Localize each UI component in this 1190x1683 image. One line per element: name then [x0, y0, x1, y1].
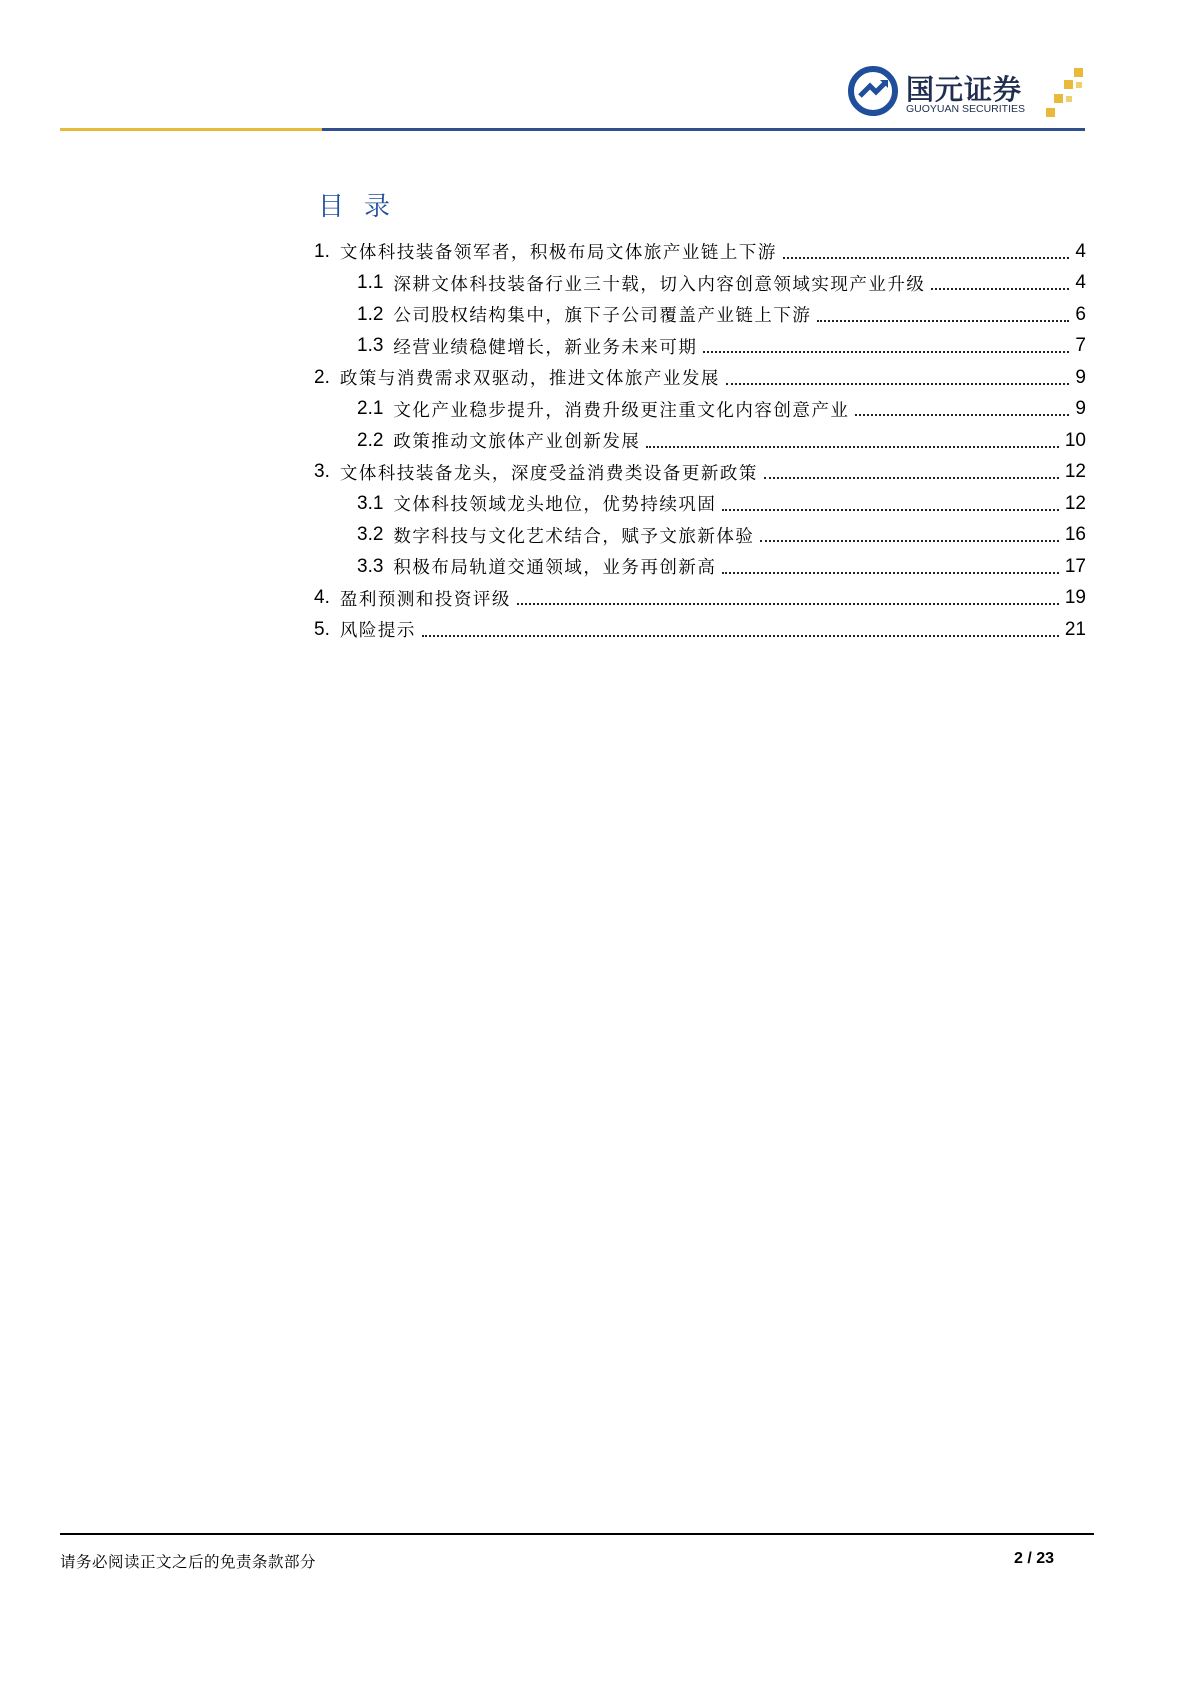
toc-entry-number: 1.3 [357, 335, 384, 357]
toc-entry-page: 4 [1075, 240, 1086, 262]
toc-entry-number: 1. [314, 240, 330, 262]
logo-squares-icon [1046, 68, 1088, 118]
toc-entry-number: 2.1 [357, 398, 384, 420]
toc-entry-page: 6 [1075, 303, 1086, 325]
toc-entry[interactable] [314, 551, 1086, 583]
toc-entry-number: 4. [314, 587, 330, 609]
toc-entry-text: 文体科技领域龙头地位，优势持续巩固 [393, 495, 717, 516]
toc-entry-number: 2. [314, 366, 330, 388]
toc-entry-text: 积极布局轨道交通领域，业务再创新高 [393, 558, 717, 579]
toc-entry-text: 风险提示 [339, 621, 416, 642]
toc-dot-leader [517, 603, 1059, 605]
toc-dot-leader [422, 635, 1059, 637]
table-of-contents [314, 236, 1086, 646]
toc-entry-text: 盈利预测和投资评级 [339, 589, 511, 610]
toc-entry-page: 7 [1075, 335, 1086, 357]
header-rule-gold [60, 128, 322, 131]
toc-entry-number: 3.3 [357, 555, 384, 577]
toc-entry-number: 3.2 [357, 524, 384, 546]
toc-entry-number: 5. [314, 618, 330, 640]
toc-entry-page: 9 [1075, 398, 1086, 420]
toc-entry[interactable] [314, 394, 1086, 426]
company-logo [848, 66, 1088, 122]
toc-entry-number: 3. [314, 461, 330, 483]
toc-entry-text: 深耕文体科技装备行业三十载，切入内容创意领域实现产业升级 [393, 274, 926, 295]
toc-entry-text: 政策推动文旅体产业创新发展 [393, 432, 641, 453]
footer-disclaimer: 请务必阅读正文之后的免责条款部分 [60, 1553, 317, 1571]
toc-entry-text: 文体科技装备龙头，深度受益消费类设备更新政策 [339, 463, 758, 484]
footer-rule [60, 1533, 1094, 1535]
toc-entry-page: 10 [1064, 429, 1086, 451]
toc-dot-leader [817, 320, 1069, 322]
toc-entry-page: 12 [1064, 461, 1086, 483]
toc-entry-text: 文体科技装备领军者，积极布局文体旅产业链上下游 [339, 243, 777, 264]
page-indicator: 2 / 23 [1013, 1550, 1054, 1567]
toc-dot-leader [646, 446, 1058, 448]
toc-entry[interactable] [314, 268, 1086, 300]
toc-entry[interactable] [314, 488, 1086, 520]
toc-dot-leader [722, 509, 1058, 511]
toc-entry[interactable] [314, 331, 1086, 363]
toc-entry-text: 公司股权结构集中，旗下子公司覆盖产业链上下游 [393, 306, 812, 327]
header-rule-blue [322, 128, 1085, 131]
logo-mark-icon [848, 66, 898, 116]
toc-entry[interactable] [314, 520, 1086, 552]
toc-entry-number: 2.2 [357, 429, 384, 451]
toc-entry[interactable] [314, 299, 1086, 331]
toc-dot-leader [726, 383, 1070, 385]
toc-entry[interactable] [314, 425, 1086, 457]
toc-entry[interactable] [314, 362, 1086, 394]
toc-title: 目录 [318, 192, 411, 222]
toc-entry-text: 数字科技与文化艺术结合，赋予文旅新体验 [393, 526, 755, 547]
toc-entry-number: 1.2 [357, 303, 384, 325]
toc-dot-leader [764, 477, 1059, 479]
toc-entry-page: 17 [1064, 555, 1086, 577]
toc-entry-page: 9 [1075, 366, 1086, 388]
logo-text-cn: 国元证券 [906, 73, 1023, 106]
toc-entry-number: 1.1 [357, 272, 384, 294]
toc-dot-leader [703, 351, 1069, 353]
toc-entry-page: 12 [1064, 492, 1086, 514]
toc-entry[interactable] [314, 236, 1086, 268]
toc-entry[interactable] [314, 457, 1086, 489]
toc-dot-leader [760, 540, 1058, 542]
toc-entry[interactable] [314, 583, 1086, 615]
toc-dot-leader [722, 572, 1058, 574]
toc-entry-page: 21 [1064, 618, 1086, 640]
toc-dot-leader [855, 414, 1069, 416]
toc-dot-leader [931, 288, 1069, 290]
toc-entry-text: 经营业绩稳健增长，新业务未来可期 [393, 337, 698, 358]
toc-entry-page: 19 [1064, 587, 1086, 609]
toc-entry-page: 4 [1075, 272, 1086, 294]
toc-entry-number: 3.1 [357, 492, 384, 514]
logo-text-en: GUOYUAN SECURITIES [906, 103, 1026, 115]
toc-entry-text: 政策与消费需求双驱动，推进文体旅产业发展 [339, 369, 720, 390]
toc-entry-text: 文化产业稳步提升，消费升级更注重文化内容创意产业 [393, 400, 850, 421]
toc-entry-page: 16 [1064, 524, 1086, 546]
toc-entry[interactable] [314, 614, 1086, 646]
toc-dot-leader [783, 257, 1070, 259]
